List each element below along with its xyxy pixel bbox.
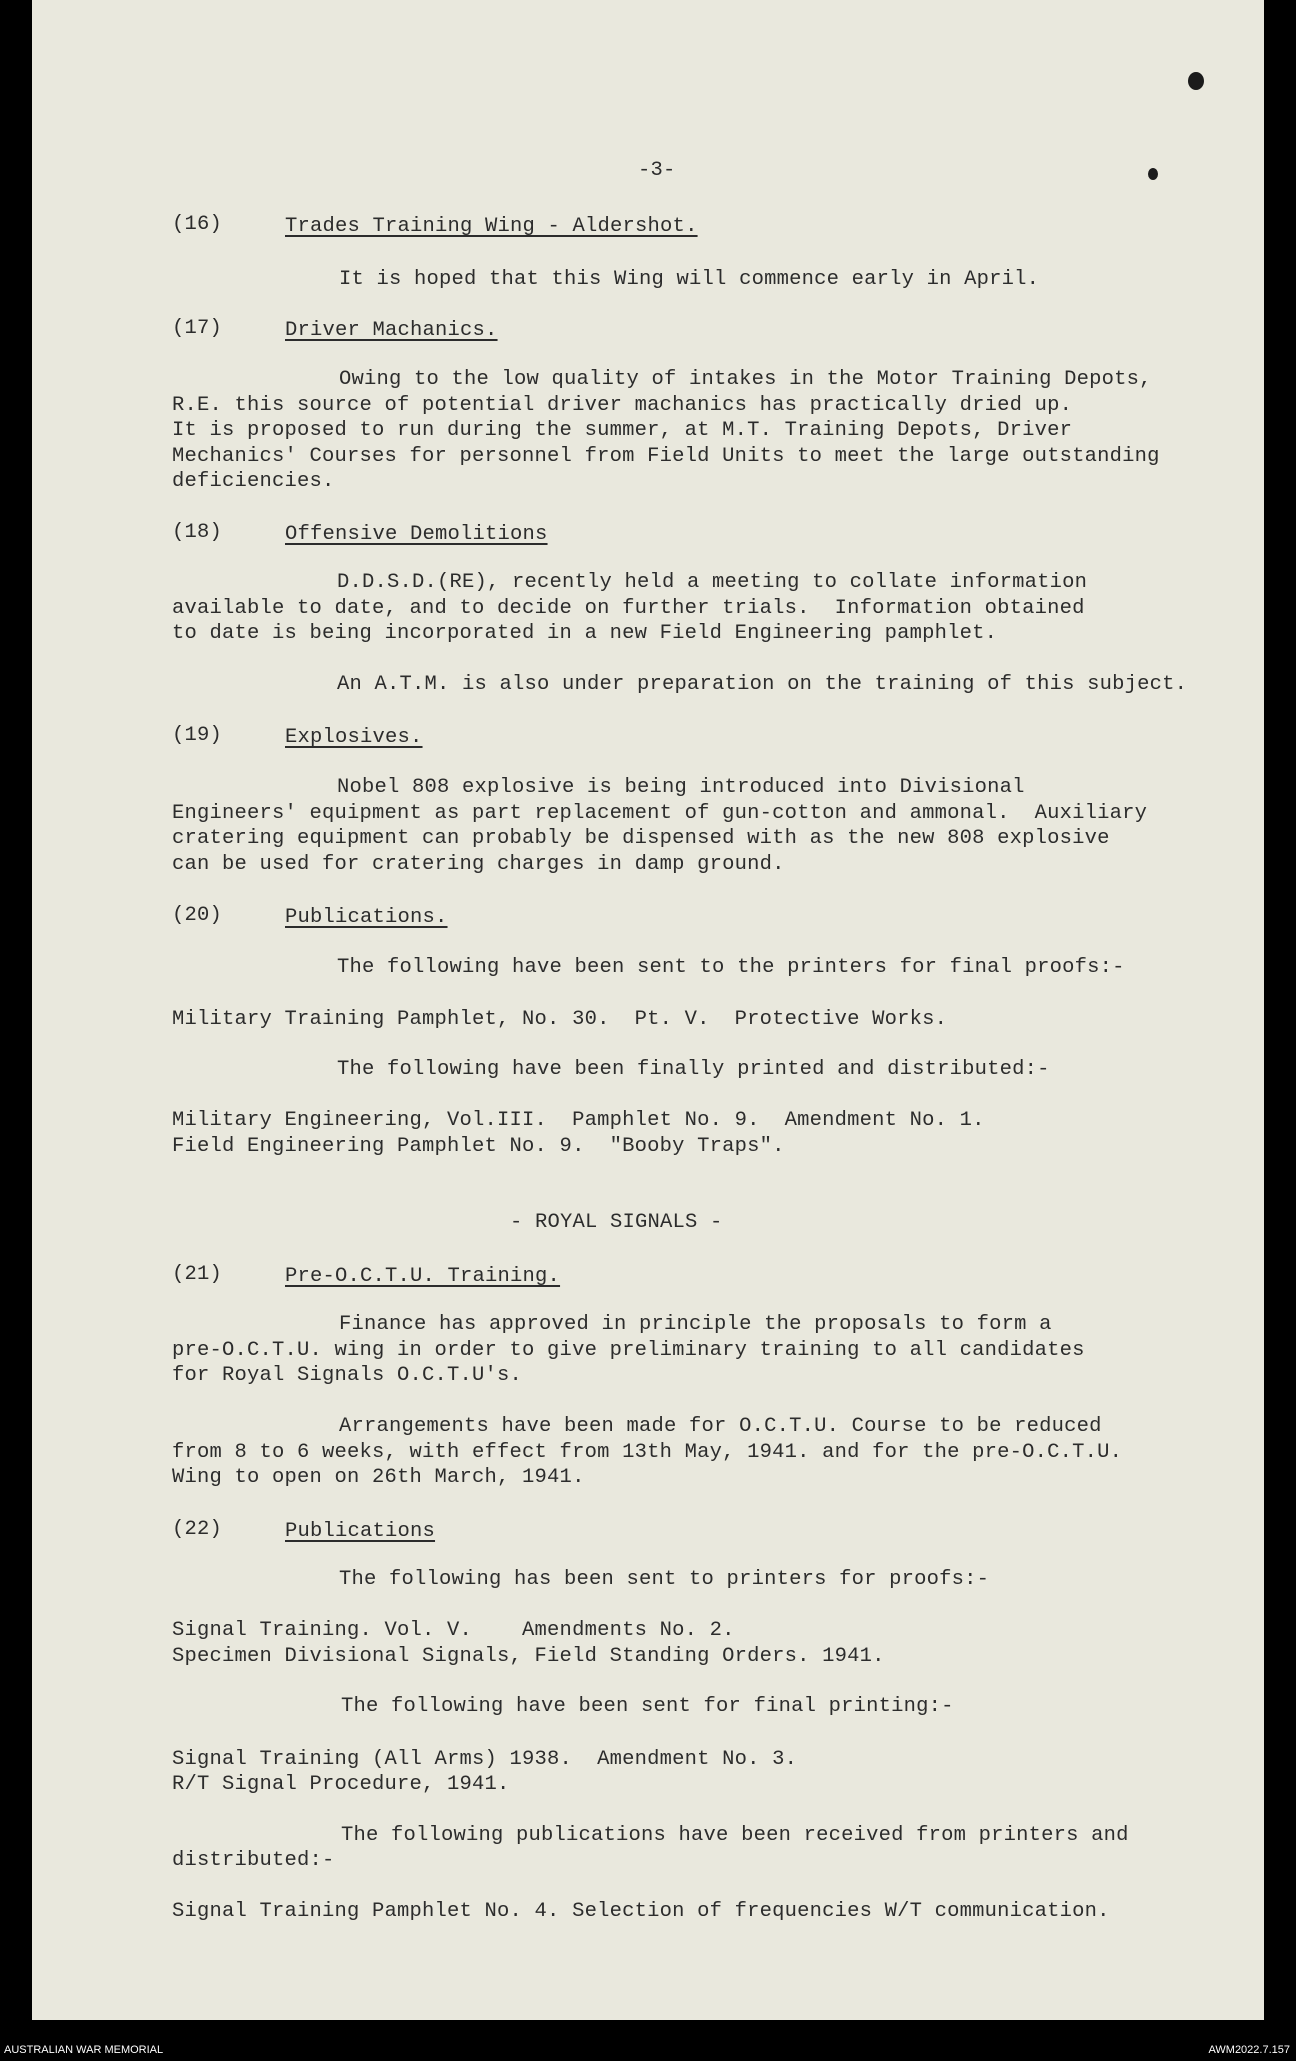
page-number: -3- <box>638 159 676 182</box>
paragraph-line: It is hoped that this Wing will commence early in April. <box>339 268 1040 291</box>
paragraph-line: cratering equipment can probably be dispensed with as the new 808 explosive <box>172 827 1110 850</box>
paragraph-line: pre-O.C.T.U. wing in order to give preliminary training to all candidates <box>172 1339 1085 1362</box>
paragraph-line: Field Engineering Pamphlet No. 9. "Booby Traps". <box>172 1135 785 1158</box>
paragraph-line: The following publications have been received from printers and <box>341 1824 1129 1847</box>
paragraph-line: for Royal Signals O.C.T.U's. <box>172 1364 523 1387</box>
section-number: (19) <box>172 724 223 747</box>
section-heading: Driver Machanics. <box>285 319 498 342</box>
archive-footer <box>0 2040 1296 2061</box>
paragraph-line: to date is being incorporated in a new Field Engineering pamphlet. <box>172 622 998 645</box>
paragraph-line: Mechanics' Courses for personnel from Field Units to meet the large outstanding <box>172 445 1160 468</box>
paragraph-line: distributed:- <box>172 1849 335 1872</box>
footer-institution: AUSTRALIAN WAR MEMORIAL <box>4 2044 164 2056</box>
paragraph-line: R/T Signal Procedure, 1941. <box>172 1773 510 1796</box>
footer-reference: AWM2022.7.157 <box>1208 2044 1290 2056</box>
paragraph-line: Signal Training Pamphlet No. 4. Selection of frequencies W/T communication. <box>172 1900 1110 1923</box>
paragraph-line: Military Training Pamphlet, No. 30. Pt. V. Protective Works. <box>172 1008 948 1031</box>
section-heading: Publications <box>285 1520 436 1543</box>
paragraph-line: Wing to open on 26th March, 1941. <box>172 1466 585 1489</box>
section-number: (16) <box>172 213 223 236</box>
ink-blot <box>1188 72 1204 90</box>
document-page <box>32 0 1264 2020</box>
paragraph-line: D.D.S.D.(RE), recently held a meeting to collate information <box>337 571 1088 594</box>
paragraph-line: Owing to the low quality of intakes in the Motor Training Depots, <box>339 368 1152 391</box>
paragraph-line: The following has been sent to printers for proofs:- <box>339 1568 990 1591</box>
section-number: (20) <box>172 904 223 927</box>
paragraph-line: Signal Training. Vol. V. Amendments No. 2. <box>172 1619 735 1642</box>
paragraph-line: can be used for cratering charges in damp ground. <box>172 853 785 876</box>
paragraph-line: The following have been sent to the printers for final proofs:- <box>337 956 1125 979</box>
section-heading: Publications. <box>285 906 448 929</box>
paragraph-line: Finance has approved in principle the proposals to form a <box>339 1313 1052 1336</box>
section-number: (22) <box>172 1518 223 1541</box>
paragraph-line: Military Engineering, Vol.III. Pamphlet No. 9. Amendment No. 1. <box>172 1109 985 1132</box>
paragraph-line: available to date, and to decide on further trials. Information obtained <box>172 597 1085 620</box>
paragraph-line: Specimen Divisional Signals, Field Standing Orders. 1941. <box>172 1645 885 1668</box>
paragraph-line: Arrangements have been made for O.C.T.U. Course to be reduced <box>339 1415 1102 1438</box>
paragraph-line: from 8 to 6 weeks, with effect from 13th May, 1941. and for the pre-O.C.T.U. <box>172 1441 1123 1464</box>
paragraph-line: It is proposed to run during the summer, at M.T. Training Depots, Driver <box>172 419 1073 442</box>
paragraph-line: The following have been finally printed and distributed:- <box>337 1058 1050 1081</box>
section-heading: Pre-O.C.T.U. Training. <box>285 1265 561 1288</box>
paragraph-line: Engineers' equipment as part replacement of gun-cotton and ammonal. Auxiliary <box>172 802 1148 825</box>
paragraph-line: Signal Training (All Arms) 1938. Amendment No. 3. <box>172 1748 798 1771</box>
section-number: (18) <box>172 521 223 544</box>
section-number: (17) <box>172 317 223 340</box>
section-number: (21) <box>172 1263 223 1286</box>
ink-blot <box>1148 168 1158 180</box>
paragraph-line: The following have been sent for final printing:- <box>341 1695 954 1718</box>
section-heading: Trades Training Wing - Aldershot. <box>285 215 698 238</box>
section-heading: Explosives. <box>285 726 423 749</box>
paragraph-line: An A.T.M. is also under preparation on the training of this subject. <box>337 673 1188 696</box>
paragraph-line: R.E. this source of potential driver machanics has practically dried up. <box>172 394 1073 417</box>
section-heading: Offensive Demolitions <box>285 523 548 546</box>
division-heading: - ROYAL SIGNALS - <box>510 1211 723 1234</box>
paragraph-line: Nobel 808 explosive is being introduced into Divisional <box>337 776 1025 799</box>
paragraph-line: deficiencies. <box>172 470 335 493</box>
